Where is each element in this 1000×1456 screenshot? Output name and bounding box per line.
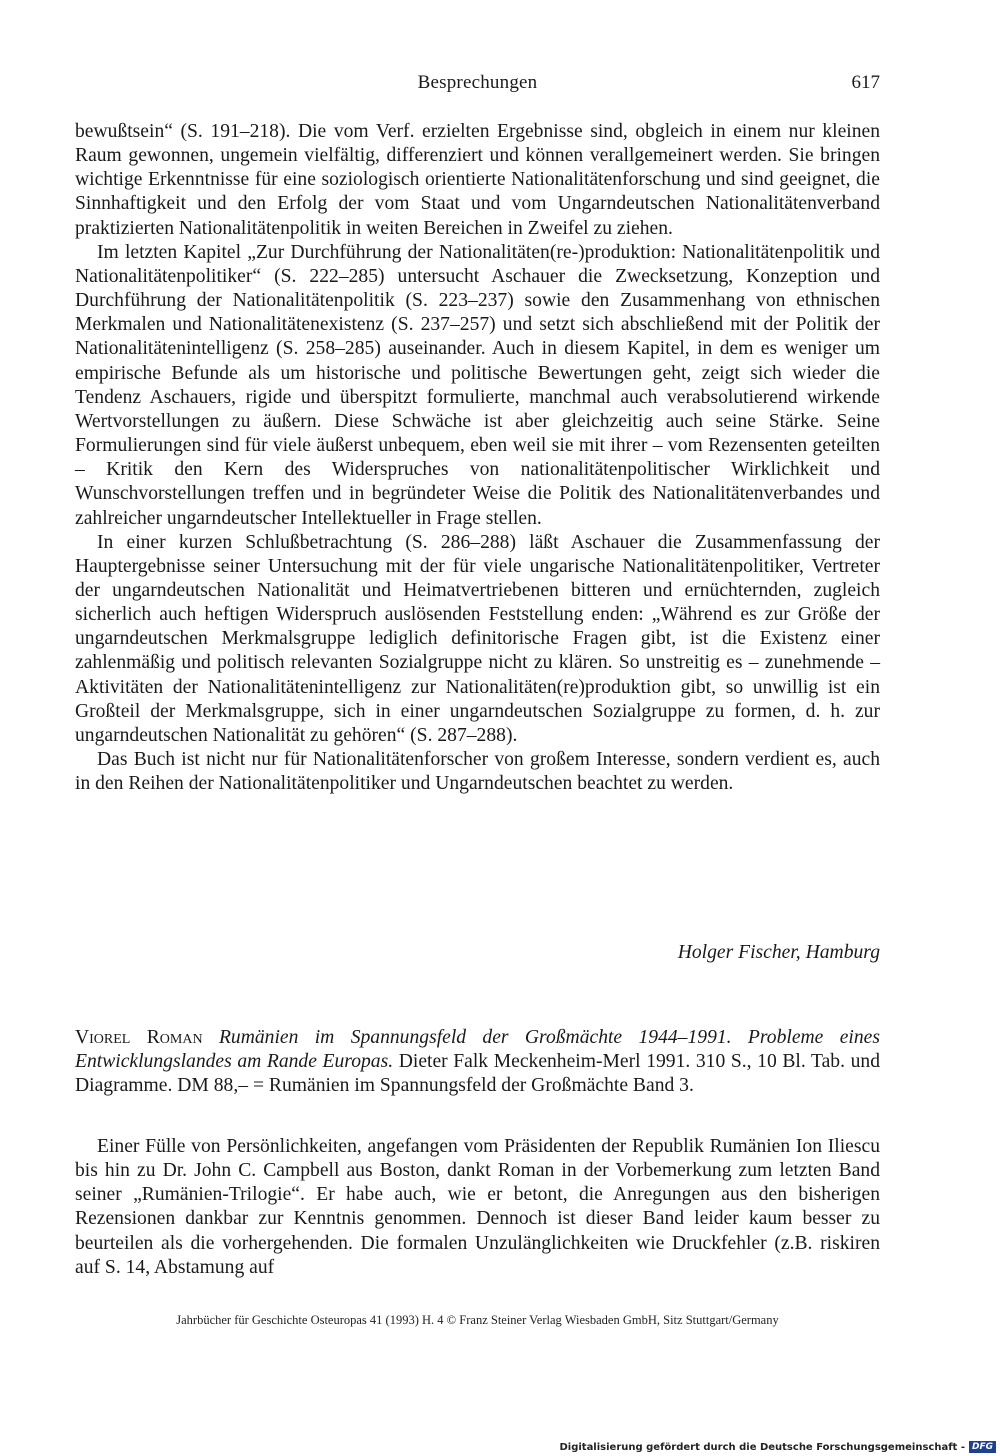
paragraph: Das Buch ist nicht nur für Nationalitätenforscher von großem Interesse, sondern verdient es, auch in den Reihen der Nationalitätenpolitiker und Ungarndeutschen beachtet zu werden.	[75, 749, 880, 795]
book-author: Viorel Roman	[75, 1027, 203, 1048]
paragraph: Im letzten Kapitel „Zur Durchführung der Nationalitäten(re-)produktion: Nationalitätenpolitik und Nationalitätenpolitiker“ (S. 222–285) untersucht Aschauer die Zwecksetzung, Konzeption und Durchführung der Nationalitätenpolitik (S. 223–237) sowie den Zusammenhang von ethnischen Merkmalen und Nationalitätenexistenz (S. 237–257) und setzt sich abschließend mit der Politik der Nationalitätenintelligenz (S. 258–285) auseinander. Auch in diesem Kapitel, in dem es weniger um empirische Befunde als um historische und politische Bewertungen geht, zeigt sich wieder die Tendenz Aschauers, rigide und überspitzt formulierte, manchmal auch verabsolutierend wirkende Wertvorstellungen zu äußern. Diese Schwäche ist aber gleichzeitig auch seine Stärke. Seine Formulierungen sind für viele äußerst unbequem, eben weil sie mit ihrer – vom Rezensenten geteilten – Kritik den Kern des Widerspruches von nationalitätenpolitischer Wirklichkeit und Wunschvorstellungen treffen und in begründeter Weise die Politik des Nationalitätenverbandes und zahlreicher ungarndeutscher Intellektueller in Frage stellen.	[75, 241, 880, 529]
page-number: 617	[851, 72, 880, 93]
paragraph: Einer Fülle von Persönlichkeiten, angefangen vom Präsidenten der Republik Rumänien Ion Iliescu bis hin zu Dr. John C. Campbell aus Boston, dankt Roman in der Vorbemerkung zum letzten Band seiner „Rumänien-Trilogie“. Er habe auch, wie er betont, die Anregungen aus den bisherigen Rezensionen dankbar zur Kenntnis genommen. Dennoch ist dieser Band leider kaum besser zu beurteilen als die vorhergehenden. Die formalen Unzulänglichkeiten wie Druckfehler (z.B. riskiren auf S. 14, Abstamung auf	[75, 1136, 880, 1278]
bibliographic-entry	[75, 1026, 880, 1098]
dfg-logo-icon: DFG	[969, 1441, 996, 1453]
section-title: Besprechungen	[417, 72, 538, 93]
reviewer-signature: Holger Fischer, Hamburg	[677, 942, 880, 963]
review-body	[75, 120, 880, 796]
journal-citation: Jahrbücher für Geschichte Osteuropas 41 (1993) H. 4 © Franz Steiner Verlag Wiesbaden GmbH, Sitz Stuttgart/Germany	[176, 1313, 779, 1327]
digitization-text: Digitalisierung gefördert durch die Deutsche Forschungsgemeinschaft -	[559, 1441, 965, 1453]
paragraph: bewußtsein“ (S. 191–218). Die vom Verf. erzielten Ergebnisse sind, obgleich in einem nur kleinen Raum gewonnen, ungemein vielfältig, differenziert und können verallgemeinert werden. Sie bringen wichtige Erkenntnisse für eine soziologisch orientierte Nationalitätenforschung und sind geeignet, die Sinnhaftigkeit und den Erfolg der vom Staat und vom Ungarndeutschen Nationalitätenverband praktizierten Nationalitätenpolitik in weiten Bereichen in Zweifel zu ziehen.	[75, 121, 880, 239]
digitization-notice	[559, 1440, 996, 1454]
review-body-2	[75, 1135, 880, 1280]
paragraph: In einer kurzen Schlußbetrachtung (S. 286–288) läßt Aschauer die Zusammenfassung der Hauptergebnisse seiner Untersuchung mit der für viele ungarische Nationalitätenpolitiker, Vertreter der ungarndeutschen Nationalität und Heimatvertriebenen bitteren und ernüchternden, zugleich sicherlich auch heftigen Widerspruch auslösenden Feststellung enden: „Während es zur Größe der ungarndeutschen Merkmalsgruppe lediglich definitorische Fragen gibt, ist die Existenz einer zahlenmäßig und politisch relevanten Sozialgruppe nicht zu klären. So unstreitig es – zunehmende – Aktivitäten der Nationalitätenintelligenz zur Nationalitäten(re)produktion gibt, so unwillig ist ein Großteil der Merkmalsgruppe, sich in einer ungarndeutschen Sozialgruppe zu formen, d. h. zur ungarndeutschen Nationalität zu gehören“ (S. 287–288).	[75, 531, 880, 746]
running-head	[75, 72, 880, 96]
book-details: Dieter Falk Meckenheim-Merl 1991. 310 S., 10 Bl. Tab. und Diagramme. DM 88,– = Rumänien im Spannungsfeld der Großmächte Band 3.	[75, 1051, 880, 1097]
book-title: Rumänien im Spannungsfeld der Großmächte 1944–1991. Probleme eines Entwicklungslandes am Rande Europas.	[75, 1027, 880, 1073]
